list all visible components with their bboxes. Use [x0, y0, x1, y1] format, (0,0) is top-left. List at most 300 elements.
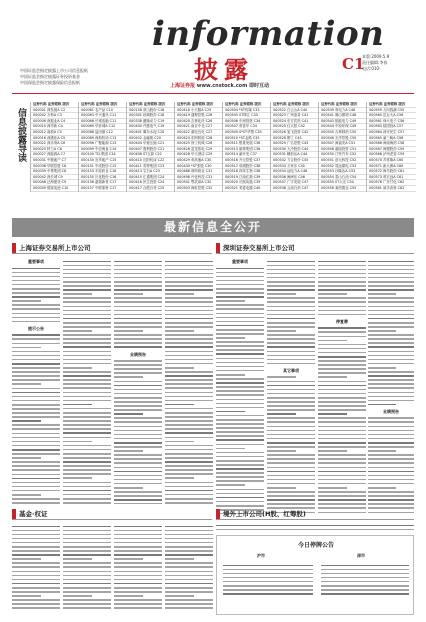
text-line — [114, 562, 162, 564]
index-entry[interactable]: 000550 江铃汽车 C52 — [319, 152, 368, 158]
index-entry[interactable]: 000568 泸州老窖 C59 — [367, 152, 416, 158]
text-line — [12, 363, 60, 365]
text-line — [114, 289, 162, 291]
index-entry[interactable]: 000564 西安民生 C57 — [367, 130, 416, 136]
index-entry[interactable]: 000089 深圳机场 C13 — [79, 136, 128, 142]
text-line — [318, 381, 366, 383]
index-entry[interactable]: 000428 华天酒店 C29 — [175, 152, 224, 158]
text-line — [63, 265, 111, 267]
index-entry[interactable]: 000404 华意压缩 C21 — [127, 141, 176, 147]
text-line — [368, 301, 414, 303]
index-entry[interactable]: 000566 海南海药 C58 — [367, 141, 416, 147]
text-line — [216, 276, 264, 278]
index-entry[interactable]: 000532 力合股份 C45 — [271, 158, 320, 164]
text-line — [12, 347, 41, 349]
text-line — [318, 289, 366, 291]
index-entry[interactable]: 000561 烽火电子 C56 — [367, 119, 416, 125]
index-entry[interactable]: 000504 *ST传媒 C33 — [223, 108, 272, 114]
text-line — [318, 331, 366, 333]
text-line — [114, 381, 162, 383]
index-entry[interactable]: 000063 中兴通讯 C11 — [79, 113, 128, 119]
index-entry[interactable]: 000514 渝开发 C37 — [223, 152, 272, 158]
text-line — [63, 420, 111, 422]
text-line — [216, 476, 264, 478]
text-line — [318, 438, 366, 440]
text-line — [165, 554, 213, 556]
text-line — [216, 321, 264, 323]
index-entry[interactable]: 000016 深康佳A C5 — [31, 136, 80, 142]
text-line — [267, 265, 315, 267]
section-rule — [216, 519, 414, 520]
text-line — [12, 579, 60, 581]
text-line — [63, 603, 111, 605]
text-line — [12, 268, 60, 270]
text-line — [12, 396, 60, 398]
index-entry[interactable]: 000573 粤宏远A C61 — [367, 175, 416, 181]
text-line — [12, 416, 60, 418]
text-line — [114, 575, 162, 577]
index-entry[interactable]: 000411 英特集团 C23 — [127, 164, 176, 170]
index-entry[interactable]: 000006 深振业A C4 — [31, 119, 80, 125]
text-line — [165, 289, 213, 291]
text-line — [12, 575, 60, 577]
text-line — [368, 471, 414, 473]
index-entry[interactable]: 000541 佛山照明 C48 — [319, 113, 368, 119]
text-line — [318, 458, 366, 460]
text-line — [216, 431, 264, 433]
index-entry[interactable]: 000402 金融街 C20 — [127, 136, 176, 142]
index-entry[interactable]: 000545 吉林制药 C50 — [319, 130, 368, 136]
index-entry[interactable]: 000156 嘉瑞新材 C17 — [79, 180, 128, 186]
text-line — [368, 383, 414, 385]
text-line — [165, 424, 213, 426]
index-entry[interactable]: 000576 广东甘化 C62 — [367, 180, 416, 186]
text-line — [63, 534, 111, 536]
text-line — [12, 375, 60, 377]
index-entry[interactable]: 000510 *ST金路 C35 — [223, 136, 272, 142]
text-line — [165, 546, 213, 548]
text-line — [165, 301, 213, 303]
text-line — [114, 393, 162, 395]
text-line — [63, 281, 111, 283]
index-entry[interactable]: 000560 昆百大A C56 — [367, 113, 416, 119]
index-column — [174, 102, 224, 192]
index-entry[interactable]: 000407 胜利股份 C21 — [127, 147, 176, 153]
text-line — [216, 382, 264, 384]
text-line — [12, 530, 60, 532]
text-line — [368, 392, 414, 394]
index-entry[interactable]: 000417 合肥百货 C25 — [127, 186, 176, 192]
text-line — [165, 477, 194, 479]
index-entry[interactable]: 000155 川化股份 C16 — [79, 175, 128, 181]
index-entry[interactable]: 000524 东方宾馆 C41 — [271, 119, 320, 125]
text-line — [114, 591, 162, 593]
text-line — [368, 314, 414, 316]
index-entry[interactable]: 000153 丰原药业 C16 — [79, 169, 128, 175]
text-line — [12, 474, 60, 476]
text-line — [318, 467, 366, 469]
text-line — [165, 359, 213, 361]
index-entry[interactable]: 000061 农产品 C10 — [79, 108, 128, 114]
text-line — [318, 261, 366, 263]
text-line — [63, 469, 111, 471]
index-entry[interactable]: 000528 柳工 C43 — [271, 136, 320, 142]
text-line — [165, 285, 213, 287]
index-entry[interactable]: 000301 丝绸股份 C18 — [127, 113, 176, 119]
index-entry[interactable]: 000554 泰山石油 C54 — [319, 175, 368, 181]
index-title: 信息披露导读 — [16, 108, 26, 162]
text-line — [368, 269, 414, 271]
index-entry[interactable]: 000025 特力A C6 — [31, 147, 80, 153]
index-entry[interactable]: 000420 吉林化纤 C26 — [175, 119, 224, 125]
text-line — [63, 277, 111, 279]
text-line — [12, 469, 60, 471]
text-line — [63, 379, 111, 381]
text-line — [12, 449, 60, 451]
index-entry[interactable]: 000503 海虹控股 C32 — [175, 186, 224, 192]
text-line — [267, 503, 315, 505]
index-entry[interactable]: 000548 湖南投资 C51 — [319, 147, 368, 153]
index-entry[interactable]: 000022 深赤湾A C6 — [31, 141, 80, 147]
index-entry[interactable]: 000150 宜华地产 C15 — [79, 158, 128, 164]
index-entry[interactable]: 000410 沈阳机床 C22 — [127, 158, 176, 164]
text-line — [12, 498, 60, 500]
notice-column — [321, 562, 409, 612]
text-line — [12, 607, 60, 609]
section-title-sh: 上海证券交易所上市公司 — [19, 244, 91, 252]
text-line — [216, 280, 264, 282]
index-entry[interactable]: 000419 通程控股 C26 — [175, 113, 224, 119]
text-line — [216, 399, 264, 401]
index-entry[interactable]: 000418 小天鹅A C25 — [175, 108, 224, 114]
index-entry[interactable]: 000031 中粮地产 C7 — [31, 158, 80, 164]
index-column — [30, 102, 80, 192]
text-line — [267, 285, 315, 287]
text-line — [267, 322, 315, 324]
index-entry[interactable]: 000416 民生投资 C24 — [127, 180, 176, 186]
text-line — [12, 400, 60, 402]
index-entry[interactable]: 000520 长航凤凰 C39 — [223, 180, 272, 186]
text-line — [63, 367, 92, 369]
index-entry[interactable]: 000158 常山股份 C18 — [127, 108, 176, 114]
index-entry[interactable]: 000581 威孚高科 C62 — [367, 186, 416, 192]
text-line — [318, 421, 366, 423]
index-entry[interactable]: 000099 中信海直 C14 — [79, 147, 128, 153]
text-line — [216, 317, 264, 319]
text-line — [114, 306, 162, 308]
text-line — [368, 306, 414, 308]
text-line — [368, 367, 396, 369]
index-entry[interactable]: 000423 东阿阿胶 C28 — [175, 136, 224, 142]
text-line — [165, 579, 213, 581]
text-line — [165, 330, 194, 332]
index-entry[interactable]: 000525 红太阳 C42 — [271, 124, 320, 130]
text-line — [318, 293, 347, 295]
text-line — [216, 329, 264, 331]
text-line — [12, 457, 41, 459]
index-entry[interactable]: 000571 新大洲A C60 — [367, 164, 416, 170]
text-line — [114, 269, 162, 271]
text-line — [165, 486, 213, 488]
index-entry[interactable]: 000002 万科A C3 — [31, 113, 80, 119]
index-entry[interactable]: 000521 美菱电器 C40 — [223, 186, 272, 192]
index-entry[interactable]: 000546 光华控股 C50 — [319, 136, 368, 142]
index-entry[interactable]: 000506 中润投资 C34 — [223, 119, 272, 125]
index-entry[interactable]: 000042 深长城 C9 — [31, 175, 80, 181]
text-line — [12, 359, 60, 361]
article-subheading: 其它事项 — [283, 367, 299, 373]
text-line — [12, 280, 60, 282]
index-column — [222, 102, 272, 192]
index-header: 证券代码 证券简称 版次 — [79, 102, 128, 108]
index-entry[interactable]: 000552 靖远煤电 C53 — [319, 164, 368, 170]
text-line — [12, 542, 60, 544]
index-entry[interactable]: 000426 富龙热电 C29 — [175, 147, 224, 153]
text-line — [165, 269, 213, 271]
index-entry[interactable]: 000509 S*ST华塑 C35 — [223, 130, 272, 136]
index-entry[interactable]: 000401 冀东水泥 C20 — [127, 130, 176, 136]
index-entry[interactable]: 000001 深发展A C2 — [31, 108, 80, 114]
text-line — [12, 534, 60, 536]
index-entry[interactable]: 000539 粤电力A C48 — [319, 108, 368, 114]
index-entry[interactable]: 000413 宝石A C23 — [127, 169, 176, 175]
text-line — [267, 359, 315, 361]
text-line — [114, 281, 162, 283]
index-entry[interactable]: 000157 中联重科 C17 — [79, 186, 128, 192]
text-line — [114, 277, 162, 279]
index-entry[interactable]: 000534 汕电力A C46 — [271, 169, 320, 175]
text-line — [63, 314, 111, 316]
index-entry[interactable]: 000066 长城电脑 C11 — [79, 119, 128, 125]
index-entry[interactable]: 000400 许继电气 C19 — [127, 124, 176, 130]
text-line — [114, 571, 162, 573]
text-line — [368, 479, 414, 481]
index-entry[interactable]: 000425 徐工机械 C28 — [175, 141, 224, 147]
text-line — [165, 355, 213, 357]
text-line — [12, 420, 41, 422]
text-line — [165, 461, 213, 463]
text-line — [165, 542, 213, 544]
index-entry[interactable]: 000338 潍柴动力 C19 — [127, 119, 176, 125]
text-line — [12, 599, 60, 601]
index-entry[interactable]: 000421 南京中北 C27 — [175, 124, 224, 130]
index-entry[interactable]: 000046 泛海建设 C9 — [31, 180, 80, 186]
index-entry[interactable]: 000531 穗恒运A C44 — [271, 152, 320, 158]
text-line — [63, 445, 111, 447]
index-entry[interactable]: 000415 汇通集团 C24 — [127, 175, 176, 181]
index-entry[interactable]: 000565 渝三峡A C58 — [367, 136, 416, 142]
index-entry[interactable]: 000572 海马股份 C61 — [367, 169, 416, 175]
text-line — [165, 408, 213, 410]
text-line — [12, 526, 60, 528]
index-entry[interactable]: 000516 开元控股 C37 — [223, 158, 272, 164]
text-line — [165, 392, 213, 394]
text-line — [63, 273, 111, 275]
text-line — [368, 446, 414, 448]
index-entry[interactable]: 000069 华侨城A C12 — [79, 124, 128, 130]
text-line — [63, 318, 111, 320]
text-line — [267, 301, 315, 303]
index-entry[interactable]: 000517 成城股份 C38 — [223, 164, 272, 170]
text-line — [63, 595, 92, 597]
index-entry[interactable]: 000039 中集集团 C8 — [31, 169, 80, 175]
index-entry[interactable]: 000530 大冷股份 C44 — [271, 147, 320, 153]
index-entry[interactable]: 000529 广弘控股 C43 — [271, 141, 320, 147]
text-line — [223, 589, 313, 591]
text-line — [165, 599, 213, 601]
section-header-sz — [216, 242, 414, 254]
text-line — [368, 277, 414, 279]
text-line — [318, 306, 366, 308]
text-line — [368, 491, 414, 493]
text-line — [368, 400, 414, 402]
index-entry[interactable]: 000027 深能源A C7 — [31, 152, 80, 158]
index-entry[interactable]: 000518 四环生物 C38 — [223, 169, 272, 175]
text-line — [12, 408, 60, 410]
text-line — [114, 314, 162, 316]
index-entry[interactable]: 000422 湖北宜化 C27 — [175, 130, 224, 136]
index-entry[interactable]: 000547 闽福发A C51 — [319, 141, 368, 147]
index-entry[interactable]: 000429 粤高速A C30 — [175, 158, 224, 164]
text-line — [318, 454, 366, 456]
index-entry[interactable]: 000513 丽珠集团 C36 — [223, 147, 272, 153]
index-entry[interactable]: 000553 沙隆达A C53 — [319, 169, 368, 175]
text-line — [12, 461, 60, 463]
text-line — [318, 405, 366, 407]
text-line — [267, 434, 315, 436]
index-entry[interactable]: 000036 华联控股 C8 — [31, 164, 80, 170]
text-line — [267, 430, 315, 432]
index-entry[interactable]: 000100 TCL集团 C14 — [79, 152, 128, 158]
index-entry[interactable]: 000049 德赛电池 C10 — [31, 186, 80, 192]
text-line — [12, 437, 60, 439]
text-line — [114, 550, 162, 552]
text-line — [12, 424, 60, 426]
text-line — [114, 595, 143, 597]
index-entry[interactable]: 000511 银基发展 C36 — [223, 141, 272, 147]
text-line — [223, 565, 313, 567]
text-line — [12, 554, 60, 556]
text-line — [165, 306, 213, 308]
text-line — [216, 460, 264, 462]
text-line — [114, 554, 162, 556]
index-entry[interactable]: 000430 *ST张股 C30 — [175, 164, 224, 170]
article-subheading: 重要事项 — [232, 259, 248, 264]
text-line — [318, 442, 366, 444]
index-entry[interactable]: 000096 广聚能源 C13 — [79, 141, 128, 147]
masthead — [12, 12, 414, 90]
index-entry[interactable]: 000088 盐田港 C12 — [79, 130, 128, 136]
index-entry[interactable]: 000010 深华新 C4 — [31, 124, 80, 130]
index-entry[interactable]: 000555 ST太光 C54 — [319, 180, 368, 186]
text-line — [368, 289, 414, 291]
index-entry[interactable]: 000551 创元科技 C52 — [319, 158, 368, 164]
index-entry[interactable]: 000498 丹化科技 C31 — [175, 175, 224, 181]
text-line — [267, 318, 315, 320]
text-line — [12, 482, 60, 484]
text-line — [216, 284, 264, 286]
text-line — [165, 293, 194, 295]
article-subheading: 停复牌 — [336, 318, 348, 324]
index-entry[interactable]: 000526 旭飞投资 C42 — [271, 130, 320, 136]
index-entry[interactable]: 000538 云南白药 C47 — [271, 186, 320, 192]
text-line — [267, 297, 315, 299]
site-url[interactable]: www.cnstock.com — [196, 83, 248, 89]
text-line — [368, 371, 414, 373]
index-entry[interactable]: 000523 广州浪奇 C41 — [271, 113, 320, 119]
text-line — [63, 566, 111, 568]
index-entry[interactable]: 000570 苏常柴A C60 — [367, 158, 416, 164]
index-entry[interactable]: 000408 ST玉源 C22 — [127, 152, 176, 158]
text-line — [216, 308, 264, 310]
text-line — [321, 581, 409, 583]
masthead-left-notes — [20, 68, 88, 86]
text-line — [63, 359, 111, 361]
index-entry[interactable]: 000544 中原环保 C49 — [319, 124, 368, 130]
index-entry[interactable]: 000501 鄂武商A C32 — [175, 180, 224, 186]
text-line — [368, 297, 414, 299]
index-entry[interactable]: 000533 万家乐 C45 — [271, 164, 320, 170]
text-line — [165, 490, 213, 492]
text-line — [216, 501, 264, 503]
text-line — [114, 301, 162, 303]
index-entry[interactable]: 000543 皖能电力 C49 — [319, 119, 368, 125]
text-line — [114, 471, 162, 473]
text-line — [318, 344, 366, 346]
article-column — [165, 523, 213, 615]
index-entry[interactable]: 000505 ST珠江 C33 — [223, 113, 272, 119]
index-entry[interactable]: 000536 闽闽东 C46 — [271, 175, 320, 181]
text-line — [368, 421, 414, 423]
text-line — [368, 273, 414, 275]
article-subheading: 重要事项 — [28, 259, 44, 264]
text-line — [63, 498, 111, 500]
text-line — [318, 356, 366, 358]
site-brand: 上海证券报 — [170, 83, 196, 89]
notice-sub-sh: 沪市 — [257, 553, 265, 558]
text-line — [63, 306, 111, 308]
index-entry[interactable]: 000563 陕国投A C57 — [367, 124, 416, 130]
index-entry[interactable]: 000567 海德股份 C59 — [367, 147, 416, 153]
text-line — [216, 304, 264, 306]
index-entry[interactable]: 000012 南玻A C5 — [31, 130, 80, 136]
index-entry[interactable]: 000559 万向钱潮 C55 — [367, 108, 416, 114]
text-line — [12, 412, 60, 414]
text-line — [216, 366, 264, 368]
text-line — [12, 371, 60, 373]
index-entry[interactable]: 000558 莱茵置业 C55 — [319, 186, 368, 192]
text-line — [318, 285, 366, 287]
index-entry[interactable]: 000519 江南红箭 C39 — [223, 175, 272, 181]
text-line — [165, 494, 213, 496]
text-line — [216, 468, 264, 470]
text-line — [216, 444, 264, 446]
index-entry[interactable]: 000488 晨鸣纸业 C31 — [175, 169, 224, 175]
text-line — [12, 288, 60, 290]
index-entry[interactable]: 000537 广宇发展 C47 — [271, 180, 320, 186]
text-line — [12, 343, 60, 345]
section-marker — [216, 509, 220, 519]
index-entry[interactable]: 000522 白云山A C40 — [271, 108, 320, 114]
text-line — [165, 445, 213, 447]
text-line — [318, 434, 366, 436]
text-line — [63, 486, 111, 488]
text-line — [63, 310, 111, 312]
index-entry[interactable]: 000151 中成股份 C15 — [79, 164, 128, 170]
text-line — [216, 288, 264, 290]
article-subheading: 业绩预告 — [383, 408, 399, 414]
index-entry[interactable]: 000507 粤富华 C34 — [223, 124, 272, 130]
